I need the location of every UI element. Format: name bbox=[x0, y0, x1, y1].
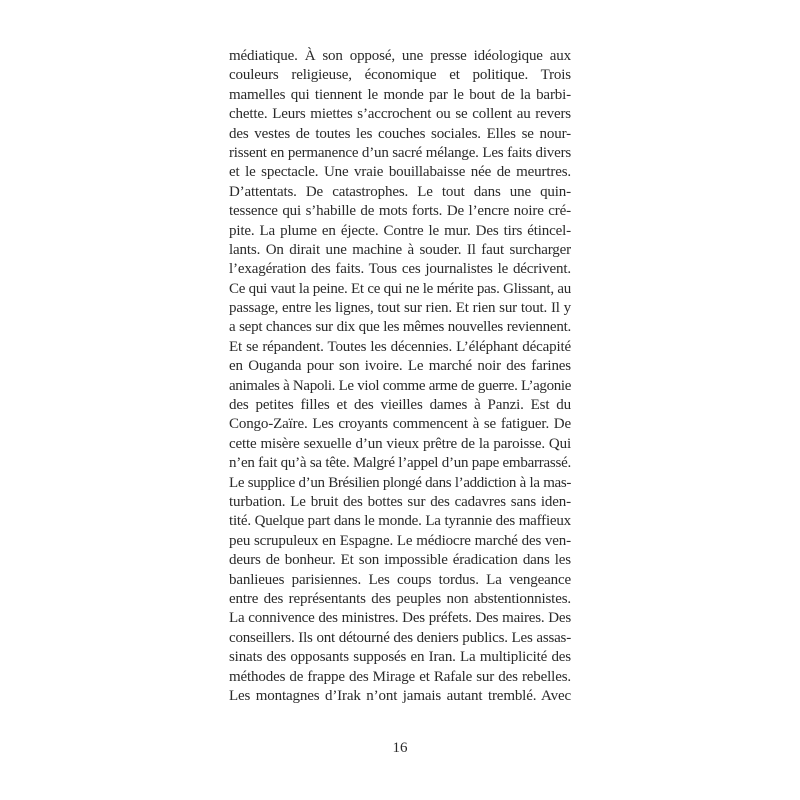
text-line: méthodes de frappe des Mirage et Rafale sur des rebelles. bbox=[229, 668, 571, 685]
body-text bbox=[229, 47, 571, 706]
text-line: passage, entre les lignes, tout sur rien. Et rien sur tout. Il y bbox=[229, 300, 571, 317]
text-line: Le supplice d’un Brésilien plongé dans l’addiction à la mas- bbox=[229, 474, 571, 491]
text-line: couleurs religieuse, économique et politique. Trois bbox=[229, 67, 571, 84]
text-line: sinats des opposants supposés en Iran. La multiplicité des bbox=[229, 649, 571, 666]
text-line: des petites filles et des vieilles dames à Panzi. Est du bbox=[229, 397, 571, 414]
text-line: chette. Leurs miettes s’accrochent ou se collent au revers bbox=[229, 106, 571, 123]
text-line: lants. On dirait une machine à souder. Il faut surcharger bbox=[229, 241, 571, 258]
text-line: animales à Napoli. Le viol comme arme de guerre. L’agonie bbox=[229, 377, 571, 394]
text-line: rissent en permanence d’un sacré mélange. Les faits divers bbox=[229, 144, 571, 161]
text-line: D’attentats. De catastrophes. Le tout dans une quin- bbox=[229, 183, 571, 200]
text-line: deurs de bonheur. Et son impossible éradication dans les bbox=[229, 552, 571, 569]
text-line: Congo-Zaïre. Les croyants commencent à se fatiguer. De bbox=[229, 416, 571, 433]
text-line: mamelles qui tiennent le monde par le bout de la barbi- bbox=[229, 86, 571, 103]
text-line: cette misère sexuelle d’un vieux prêtre de la paroisse. Qui bbox=[229, 435, 571, 452]
text-line: a sept chances sur dix que les mêmes nouvelles reviennent. bbox=[229, 319, 571, 336]
text-line: turbation. Le bruit des bottes sur des cadavres sans iden- bbox=[229, 493, 571, 510]
text-line: tité. Quelque part dans le monde. La tyrannie des maffieux bbox=[229, 513, 571, 530]
text-line: en Ouganda pour son ivoire. Le marché noir des farines bbox=[229, 358, 571, 375]
text-line: Ce qui vaut la peine. Et ce qui ne le mérite pas. Glissant, au bbox=[229, 280, 571, 297]
text-line: entre des représentants des peuples non abstentionnistes. bbox=[229, 590, 571, 607]
text-line: banlieues parisiennes. Les coups tordus. La vengeance bbox=[229, 571, 571, 588]
text-line: Les montagnes d’Irak n’ont jamais autant tremblé. Avec bbox=[229, 687, 571, 704]
text-line: conseillers. Ils ont détourné des deniers publics. Les assas- bbox=[229, 629, 571, 646]
text-line: et le spectacle. Une vraie bouillabaisse née de meurtres. bbox=[229, 164, 571, 181]
page-number: 16 bbox=[392, 740, 408, 756]
text-line: des vestes de toutes les couches sociales. Elles se nour- bbox=[229, 125, 571, 142]
text-line: La connivence des ministres. Des préfets. Des maires. Des bbox=[229, 610, 571, 627]
text-line: Et se répandent. Toutes les décennies. L’éléphant décapité bbox=[229, 338, 571, 355]
text-line: l’exagération des faits. Tous ces journalistes le décrivent. bbox=[229, 261, 571, 278]
text-line: peu scrupuleux en Espagne. Le médiocre marché des ven- bbox=[229, 532, 571, 549]
text-line: tessence qui s’habille de mots forts. De l’encre noire cré- bbox=[229, 203, 571, 220]
text-line: n’en fait qu’à sa tête. Malgré l’appel d’un pape embarrassé. bbox=[229, 455, 571, 472]
text-line: médiatique. À son opposé, une presse idéologique aux bbox=[229, 48, 571, 64]
text-line: pite. La plume en éjecte. Contre le mur. Des tirs étincel- bbox=[229, 222, 571, 239]
